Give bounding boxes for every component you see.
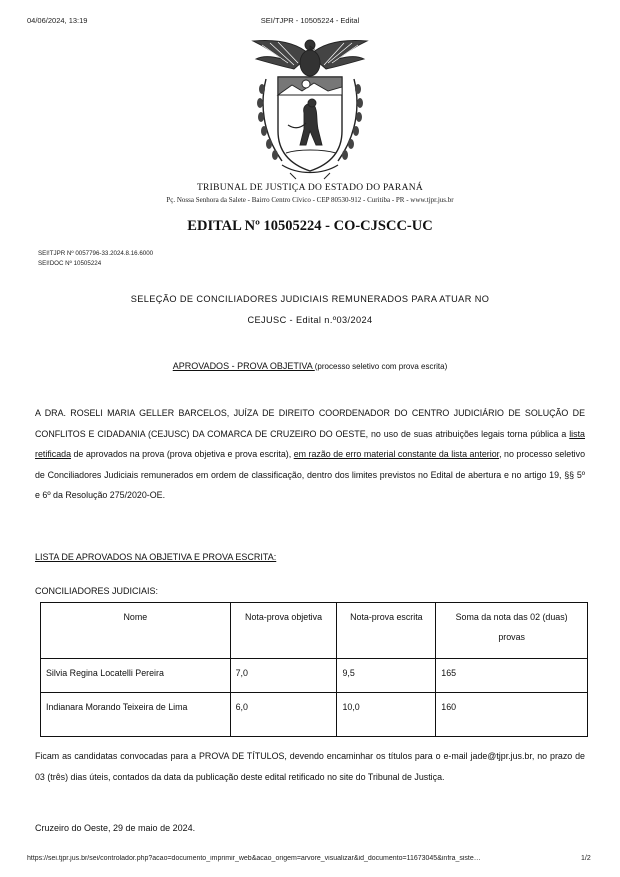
total-score: 165 (436, 659, 588, 693)
main-paragraph-text: , no processo seletivo de Conciliadores Judiciais remunerados em ordem de classificação, dentro dos limites previstos no Edital de abertura e no artigo 19, §§ 5º e 6º da Resolução 275/2020-OE. (35, 449, 586, 500)
parana-coat-of-arms-logo (248, 33, 372, 181)
candidate-name: Indianara Morando Teixeira de Lima (41, 693, 231, 737)
main-paragraph-text: A DRA. ROSELI MARIA GELLER BARCELOS, JUÍZA DE DIREITO COORDENADOR DO CENTRO JUDICIÁRIO DE SOLUÇÃO DE CONFLITOS E CIDADANIA (CEJUSC) DA COMARCA DE CRUZEIRO DO OESTE, no uso de suas atribuições legais torna pública a (35, 408, 585, 439)
selection-title-line1: SELEÇÃO DE CONCILIADORES JUDICIAIS REMUNERADOS PARA ATUAR NO (130, 294, 490, 304)
objective-score: 6,0 (230, 693, 337, 737)
written-score: 10,0 (337, 693, 436, 737)
print-page-number: 1/2 (581, 855, 591, 862)
objective-score: 7,0 (230, 659, 337, 693)
approved-list-heading: LISTA DE APROVADOS NA OBJETIVA E PROVA ESCRITA: (35, 552, 277, 562)
header-total-score: Soma da nota das 02 (duas) provas (436, 603, 588, 659)
header-name: Nome (41, 603, 231, 659)
process-number: SEI!TJPR Nº 0057796-33.2024.8.16.6000 (38, 250, 154, 257)
closing-paragraph: Ficam as candidatas convocadas para a PROVA DE TÍTULOS, devendo encaminhar os títulos para o e-mail jade@tjpr.jus.br, no prazo de 03 (três) dias úteis, contados da data da publicação deste edital retificado no site do Tribunal de Justiça. (35, 751, 585, 782)
table-row (41, 693, 588, 737)
rectified-list-link[interactable]: lista retificada (35, 428, 585, 459)
date-place: Cruzeiro do Oeste, 29 de maio de 2024. (35, 823, 196, 833)
main-paragraph-text: de aprovados na prova (prova objetiva e prova escrita), (71, 449, 294, 459)
material-error-link[interactable]: em razão de erro material constante da lista anterior (293, 449, 500, 459)
approved-candidates-table (40, 602, 588, 737)
conciliators-label: CONCILIADORES JUDICIAIS: (35, 586, 159, 596)
header-written-score: Nota-prova escrita (337, 603, 436, 659)
selection-title-line2: CEJUSC - Edital n.º03/2024 (247, 315, 373, 325)
candidate-name: Silvia Regina Locatelli Pereira (41, 659, 231, 693)
print-footer-url: https://sei.tjpr.jus.br/sei/controlador.php?acao=documento_imprimir_web&acao_origem=arvore_visualizar&id_documento=11673045&infra_siste… (27, 855, 481, 862)
approved-heading (0, 361, 620, 371)
main-paragraph (35, 403, 585, 506)
edital-title: EDITAL Nº 10505224 - CO-CJSCC-UC (187, 218, 433, 234)
table-header-row (41, 603, 588, 659)
court-name: TRIBUNAL DE JUSTIÇA DO ESTADO DO PARANÁ (196, 183, 424, 193)
print-page-title: SEI/TJPR - 10505224 - Edital (260, 16, 360, 25)
approved-heading-underlined: APROVADOS - PROVA OBJETIVA (172, 361, 315, 371)
document-references (38, 249, 153, 268)
written-score: 9,5 (337, 659, 436, 693)
approved-heading-note: (processo seletivo com prova escrita) (314, 362, 448, 371)
document-number: SEI!DOC Nº 10505224 (38, 259, 102, 267)
court-address: Pç. Nossa Senhora da Salete - Bairro Centro Cívico - CEP 80530-912 - Curitiba - PR - www.tjpr.jus.br (166, 196, 454, 204)
total-score: 160 (436, 693, 588, 737)
table-row (41, 659, 588, 693)
header-objective-score: Nota-prova objetiva (230, 603, 337, 659)
print-datetime: 04/06/2024, 13:19 (27, 16, 88, 25)
